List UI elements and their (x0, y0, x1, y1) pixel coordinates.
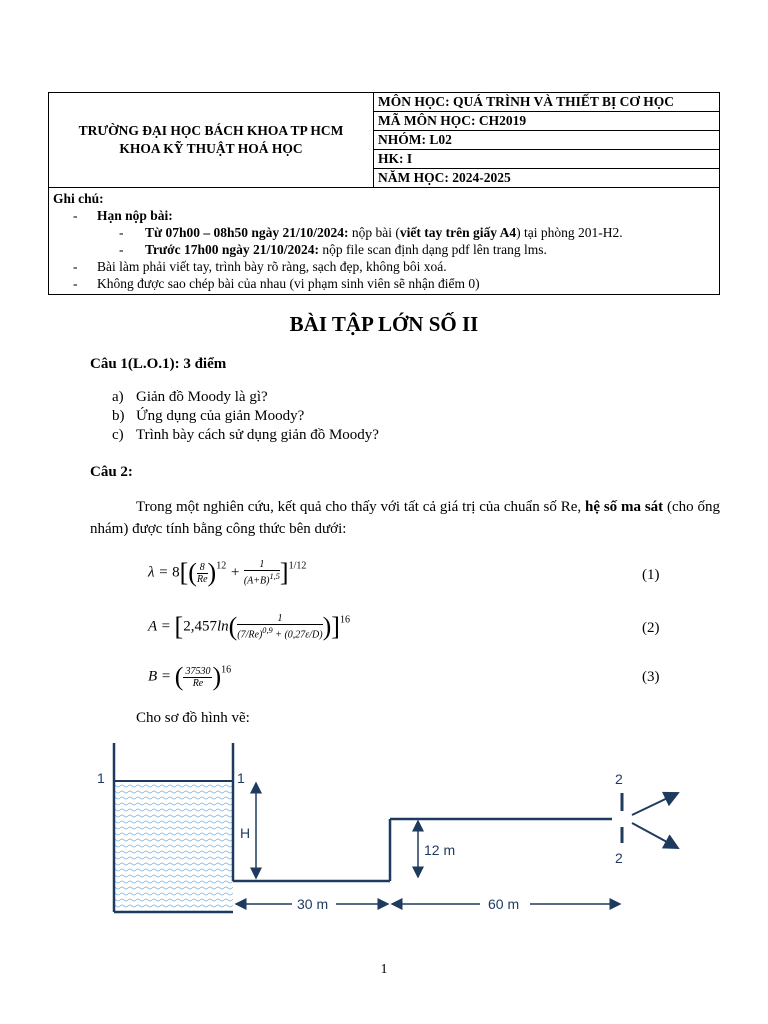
pipe-system-diagram (80, 735, 700, 935)
list-item: a) Giản đồ Moody là gì? (112, 389, 268, 405)
subject-name: MÔN HỌC: QUÁ TRÌNH VÀ THIẾT BỊ CƠ HỌC (374, 93, 720, 112)
question-2-heading: Câu 2: (90, 464, 133, 480)
question-2-paragraph: Trong một nghiên cứu, kết quả cho thấy với tất cả giá trị của chuẩn số Re, hệ số ma sát (cho ống nhám) được tính bằng công thức bên dưới: (90, 499, 720, 537)
page-title: BÀI TẬP LỚN SỐ II (289, 312, 479, 336)
equation-1-number: (1) (642, 567, 660, 583)
notes-rule-2: - Không được sao chép bài của nhau (vi phạm sinh viên sẽ nhận điểm 0) (73, 276, 480, 291)
school-name: TRƯỜNG ĐẠI HỌC BÁCH KHOA TP HCM (78, 123, 344, 138)
equation-3: B = ( $\frac{37530}{Re}$ )$^{16}$ (148, 662, 232, 691)
notes-box (49, 188, 720, 295)
notes-title: Ghi chú: (53, 191, 104, 206)
notes-deadline-item-1: - Từ 07h00 – 08h50 ngày 21/10/2024: nộp bài (viết tay trên giấy A4) tại phòng 201-H2. (119, 225, 623, 240)
equation-2: A = [2,457ln( $\frac{1}{(7/Re)^{0,9} + (0,27\varepsilon/D)}$ )]$^{16}$ (148, 612, 350, 641)
notes-deadline-item-2: - Trước 17h00 ngày 21/10/2024: nộp file scan định dạng pdf lên trang lms. (119, 242, 547, 257)
school-cell (49, 93, 374, 188)
notes-rule-1: - Bài làm phải viết tay, trình bày rõ ràng, sạch đẹp, không bôi xoá. (73, 259, 447, 274)
list-item: b) Ứng dụng của giản Moody? (112, 408, 305, 424)
label-1-left: 1 (97, 770, 105, 786)
diagram-caption: Cho sơ đồ hình vẽ: (136, 710, 250, 726)
page-number: 1 (380, 962, 388, 977)
header-table (48, 92, 720, 295)
term: HK: I (374, 150, 720, 169)
equation-1: λ = 8[( $\frac{8}{Re}$ )$^{12}$ + $\frac{1}{(A+B)^{1,5}}$ ]$^{1/12}$ (148, 558, 307, 587)
group: NHÓM: L02 (374, 131, 720, 150)
tank-water (114, 781, 233, 911)
equation-2-number: (2) (642, 620, 660, 636)
label-2-top: 2 (615, 771, 623, 787)
label-2-bottom: 2 (615, 850, 623, 866)
list-item: c) Trình bày cách sử dụng giản đồ Moody? (112, 427, 379, 443)
notes-deadline: - Hạn nộp bài: (73, 208, 173, 223)
question-1-heading: Câu 1(L.O.1): 3 điểm (90, 356, 227, 372)
jet-arrow-down (632, 823, 678, 848)
label-30m: 30 m (297, 896, 329, 912)
label-H: H (240, 825, 251, 841)
school-year: NĂM HỌC: 2024-2025 (374, 169, 720, 188)
subject-code: MÃ MÔN HỌC: CH2019 (374, 112, 720, 131)
question-1-list (112, 388, 379, 445)
label-1-right: 1 (237, 770, 245, 786)
label-60m: 60 m (488, 896, 520, 912)
label-12m: 12 m (424, 842, 456, 858)
jet-arrow-up (632, 793, 678, 815)
faculty-name: KHOA KỸ THUẬT HOÁ HỌC (119, 141, 303, 156)
equation-3-number: (3) (642, 669, 660, 685)
